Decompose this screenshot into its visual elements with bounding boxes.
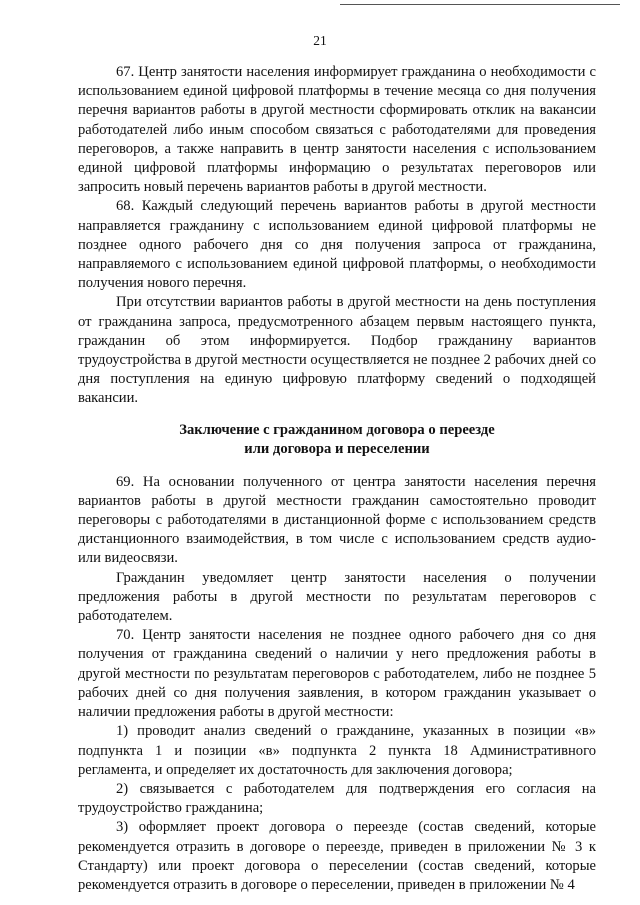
paragraph-68-continuation: При отсутствии вариантов работы в другой местности на день поступления от гражданина запроса, предусмотренного абзацем первым настоящего пункта, гражданин об этом информируется. Подбор гражданину вариантов трудоустройства в другой местности осуществляется не позднее 2 рабочих дней со дня поступления на единую цифровую платформу сведений о подходящей вакансии. xyxy=(78,294,596,407)
paragraph-69-continuation: Гражданин уведомляет центр занятости населения о получении предложения работы в другой местности по результатам переговоров с работодателем. xyxy=(78,569,596,625)
header-rule xyxy=(340,4,620,5)
section-heading-line-1: Заключение с гражданином договора о переезде xyxy=(179,421,495,438)
section-heading xyxy=(78,421,596,460)
document-body xyxy=(78,63,596,895)
paragraph-70: 70. Центр занятости населения не позднее одного рабочего дня со дня получения от гражданина сведений о наличии у него предложения работы в другой местности по результатам переговоров с работодателем, либо не позднее 5 рабочих дней со дня получения заявления, в котором гражданин указывает о наличии предложения работы в другой местности: xyxy=(78,627,596,721)
paragraph-70-item-1: 1) проводит анализ сведений о гражданине, указанных в позиции «в» подпункта 1 и позиции «в» подпункта 2 пункта 18 Административного регламента, и определяет их достаточность для заключения договора; xyxy=(78,723,596,778)
section-heading-line-2: или договора и переселении xyxy=(244,441,430,458)
paragraph-67: 67. Центр занятости населения информирует гражданина о необходимости с использованием единой цифровой платформы в течение месяца со дня получения перечня вариантов работы в другой местности сформировать отклик на вакансии работодателей либо иным способом связаться с работодателями для проведения переговоров, а также направить в центр занятости населения с использованием единой цифровой платформы информацию о результатах переговоров или запросить новый перечень вариантов работы в другой местности. xyxy=(78,64,596,196)
page-number: 21 xyxy=(313,33,327,48)
paragraph-69: 69. На основании полученного от центра занятости населения перечня вариантов работы в другой местности гражданин самостоятельно проводит переговоры с работодателями в дистанционной форме с использованием средств дистанционного взаимодействия, в том числе с использованием средств аудио- или видеосвязи. xyxy=(78,473,596,567)
paragraph-68: 68. Каждый следующий перечень вариантов работы в другой местности направляется гражданину с использованием единой цифровой платформы не позднее одного рабочего дня со дня получения запроса от гражданина, направляемого с использованием единой цифровой платформы, о необходимости получения нового перечня. xyxy=(78,198,596,292)
paragraph-70-item-2: 2) связывается с работодателем для подтверждения его согласия на трудоустройство гражданина; xyxy=(78,780,596,817)
paragraph-70-item-3: 3) оформляет проект договора о переезде (состав сведений, которые рекомендуется отразить в договоре о переезде, приведен в приложении № 3 к Стандарту) или проект договора о переселении (состав сведений, которые рекомендуется отразить в договоре о переселении, приведен в приложении № 4 xyxy=(78,819,596,893)
